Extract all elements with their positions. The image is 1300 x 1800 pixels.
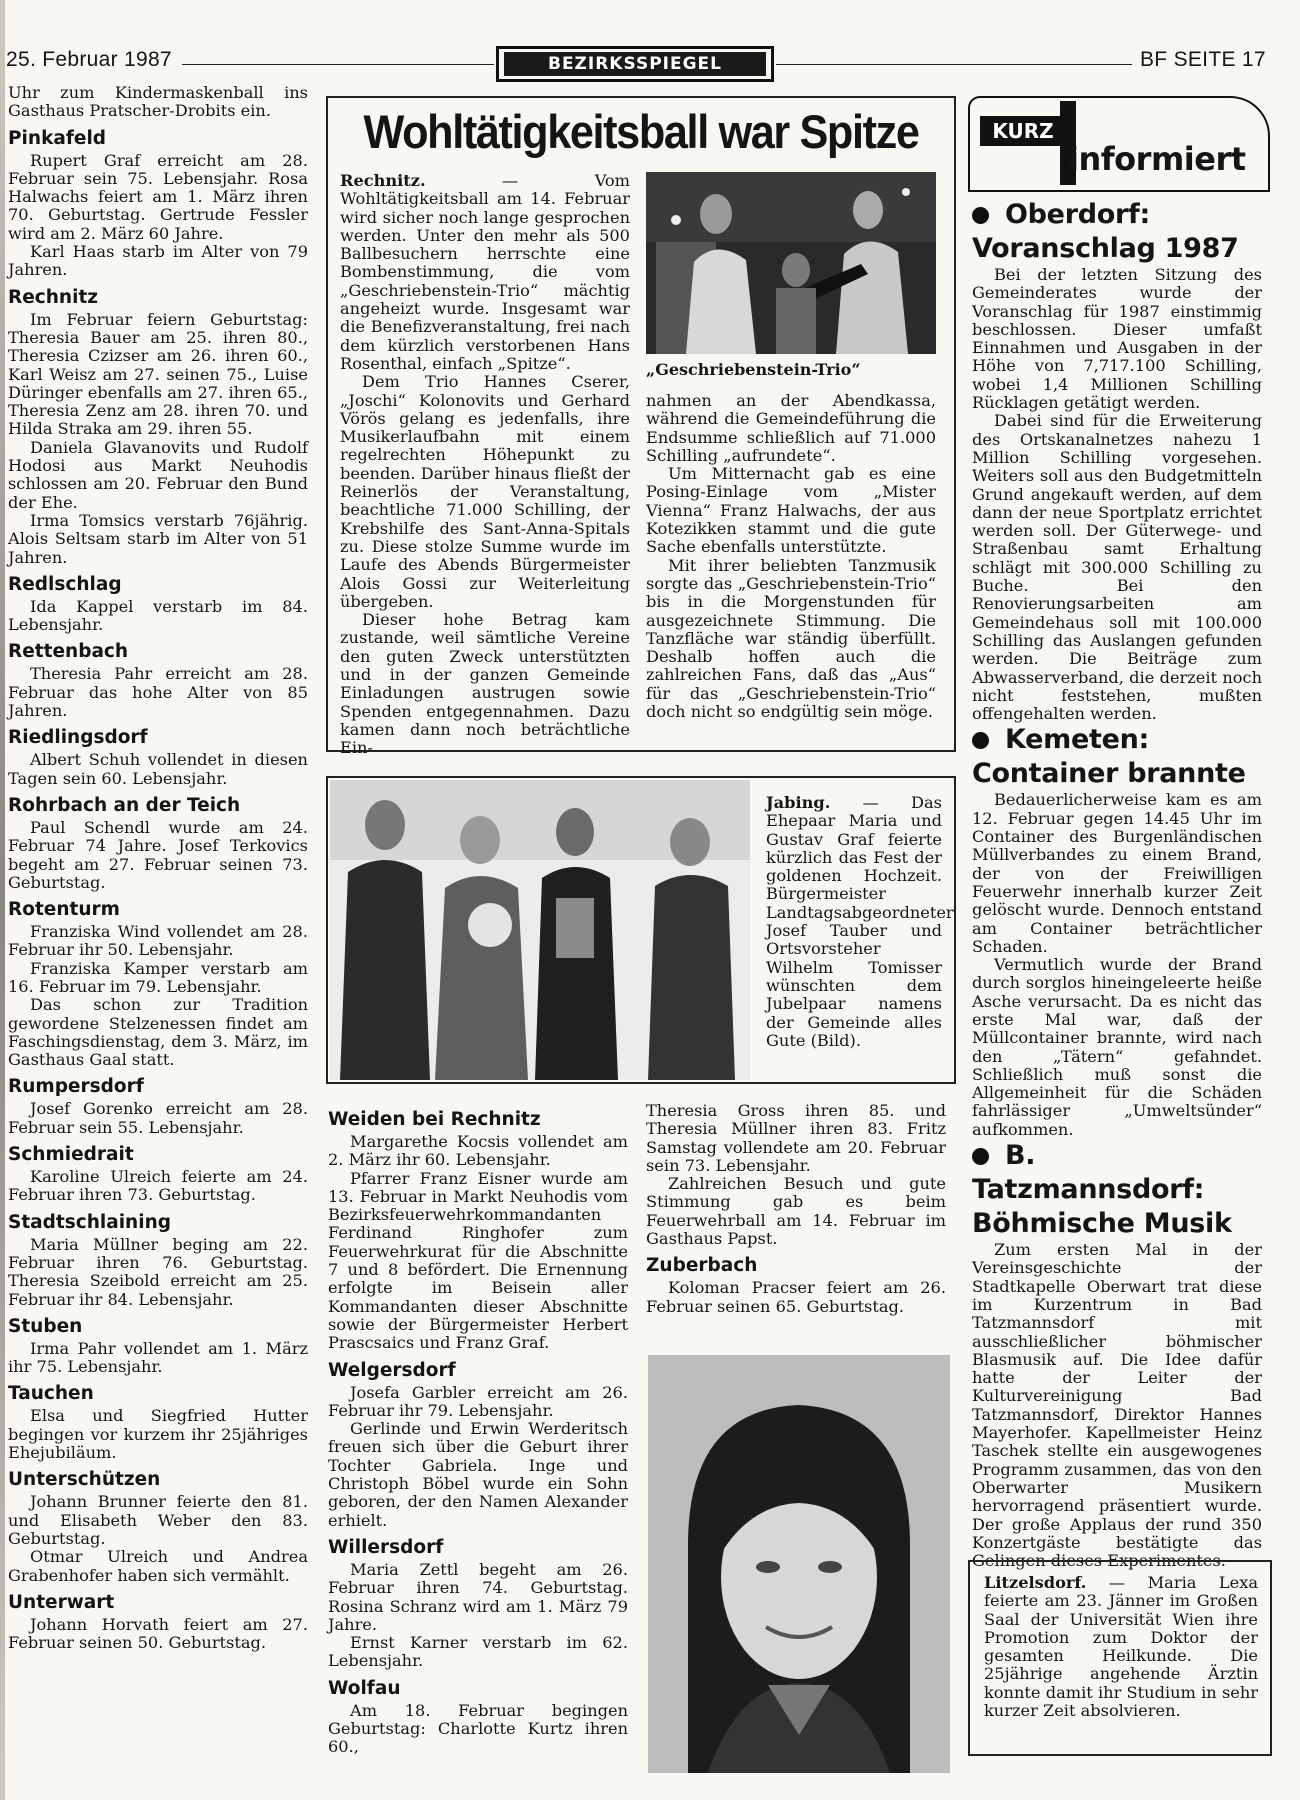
portrait-photo-image <box>648 1355 950 1773</box>
paragraph: Johann Brunner feierte den 81. und Elisabeth Weber den 83. Geburtstag. <box>8 1492 308 1548</box>
couple-photo-image <box>330 780 750 1080</box>
ball-article-col1 <box>340 171 630 758</box>
paragraph: Otmar Ulreich und Andrea Grabenhofer haben sich vermählt. <box>8 1547 308 1585</box>
band-photo-image <box>646 172 936 354</box>
paragraph: Daniela Glavanovits und Rudolf Hodosi aus Markt Neuhodis schlossen am 20. Februar den Bund der Ehe. <box>8 437 308 512</box>
paragraph: Vermutlich wurde der Brand durch sorglos hineingeleerte heiße Asche verursacht. Da es nicht das erste Mal war, daß der Müllcontainer brannte, wird nach den „Tätern“ gefahndet. Schließlich muß sonst die Allgemeinheit für die Schäden fahrlässiger „Umweltsünder“ aufkommen. <box>972 955 1262 1139</box>
bullet-icon <box>972 207 989 224</box>
right-column <box>972 198 1262 1571</box>
paragraph: Um Mitternacht gab es eine Posing-Einlage vom „Mister Vienna“ Franz Halwachs, der aus Kotezikken stammt und die gute Sache ebenfalls unterstützte. <box>646 464 936 557</box>
place-heading: Weiden bei Rechnitz <box>328 1109 541 1130</box>
paragraph: Am 18. Februar begingen Geburtstag: Charlotte Kurtz ihren 60., <box>328 1700 628 1757</box>
place-heading: Riedlingsdorf <box>8 727 148 749</box>
place-heading: Tauchen <box>8 1383 94 1405</box>
paragraph: Albert Schuh vollendet in diesen Tagen sein 60. Lebensjahr. <box>8 750 308 788</box>
kurz-tag: KURZ <box>980 116 1066 146</box>
news-heading-text: Oberdorf: Voranschlag 1987 <box>972 199 1239 264</box>
paragraph: Josef Gorenko erreicht am 28. Februar sein 55. Lebensjahr. <box>8 1099 308 1137</box>
paragraph: Theresia Gross ihren 85. und Theresia Müllner ihren 83. Fritz Samstag vollendete am 20. Februar sein 73. Lebensjahr. <box>646 1101 946 1175</box>
article-headline: Wohltätigkeitsball war Spitze <box>363 105 919 158</box>
paragraph <box>984 1574 1258 1720</box>
paragraph: Zahlreichen Besuch und gute Stimmung gab es beim Feuerwehrball am 14. Februar im Gasthaus Papst. <box>646 1174 946 1249</box>
paragraph: Pfarrer Franz Eisner wurde am 13. Februar in Markt Neuhodis vom Bezirksfeuerwehrkommandanten Ferdinand Ringhofer zum Feuerwehrkurat für die Abschnitte 7 und 8 befördert. Die Ernennung erfolgte im Beisein aller Kommandanten dieser Abschnitte sowie der Bürgermeister Herbert Prascsaics und Franz Graf. <box>328 1168 628 1353</box>
paragraph: Bedauerlicherweise kam es am 12. Februar gegen 14.45 Uhr im Container des Burgenländischen Müllverbandes zu einem Brand, der von der Freiwilligen Feuerwehr innerhalb kurzer Zeit gelöscht wurde. Dennoch entstand am Container beträchtlicher Schaden. <box>972 790 1262 956</box>
news-heading <box>972 198 1262 266</box>
band-photo-caption: „Geschriebenstein-Trio“ <box>646 360 861 379</box>
place-heading: Willersdorf <box>328 1536 444 1558</box>
paragraph: Karoline Ulreich feierte am 24. Februar ihren 73. Geburtstag. <box>8 1167 308 1205</box>
paragraph: Irma Pahr vollendet am 1. März ihr 75. Lebensjahr. <box>8 1338 308 1377</box>
header-rule-left <box>182 64 494 65</box>
place-heading: Unterschützen <box>8 1469 161 1491</box>
place-heading: Stuben <box>8 1315 83 1337</box>
ball-article-col2 <box>646 392 936 742</box>
dateline: Rechnitz. <box>340 171 426 190</box>
bullet-icon <box>972 1148 989 1165</box>
band-photo <box>646 172 936 354</box>
place-heading: Rechnitz <box>8 286 99 308</box>
place-heading: Zuberbach <box>646 1255 758 1277</box>
news-heading-text: Kemeten: Container brannte <box>972 724 1246 790</box>
paragraph: Elsa und Siegfried Hutter begingen vor kurzem ihr 25jähriges Ehejubiläum. <box>8 1406 308 1463</box>
paragraph: Rupert Graf erreicht am 28. Februar sein 75. Lebensjahr. Rosa Halwachs feiert am 1. März ihren 70. Geburtstag. Gertrude Fessler wird am 2. März 60 Jahre. <box>8 150 308 243</box>
paragraph: Dabei sind für die Erweiterung des Ortskanalnetzes nahezu 1 Million Schilling vorgesehen. Weiters soll aus den Budgetmitteln Grund angekauft werden, auf dem dann der neue Sportplatz errichtet werden soll. Der Güterwege- und Straßenbau samt Erhaltung schlägt mit 300.000 Schilling zu Buche. Bei den Renovierungsarbeiten am Gemeindehaus soll mit 100.000 Schilling das Auslangen gefunden werden. Die Beiträge zum Abwasserverband, die derzeit noch nicht feststehen, mußten offengehalten werden. <box>972 411 1262 724</box>
place-heading: Rotenturm <box>8 899 120 921</box>
dateline: Jabing. <box>766 793 831 812</box>
couple-photo <box>330 780 750 1080</box>
paragraph: Koloman Pracser feiert am 26. Februar seinen 65. Geburtstag. <box>646 1278 946 1316</box>
paragraph-text: — Das Ehepaar Maria und Gustav Graf feierte kürzlich das Fest der goldenen Hochzeit. Bürgermeister Landtagsabgeordneter Josef Tauber und Ortsvorsteher Wilhelm Tomisser wünschten dem Jubelpaar namens der Gemeinde alles Gute (Bild). <box>766 793 954 1050</box>
paragraph: Paul Schendl wurde am 24. Februar 74 Jahre. Josef Terkovics begeht am 27. Februar seinen 73. Geburtstag. <box>8 817 308 892</box>
paragraph: Karl Haas starb im Alter von 79 Jahren. <box>8 242 308 280</box>
place-heading: Schmiedrait <box>8 1144 134 1166</box>
paragraph: Gerlinde und Erwin Werderitsch freuen sich über die Geburt ihrer Tochter Gabriela. Inge und Christoph Böbel wurde ein Sohn geboren, der den Namen Alexander erhielt. <box>328 1419 628 1530</box>
place-heading: Unterwart <box>8 1591 115 1613</box>
paragraph: Zum ersten Mal in der Vereinsgeschichte der Stadtkapelle Oberwart trat diese im Kurzentrum in Bad Tatzmannsdorf mit ausschließlicher böhmischer Blasmusik auf. Die Idee dafür hatte der Leiter der Kulturvereinigung Bad Tatzmannsdorf, Direktor Hannes Mayerhofer. Kapellmeister Heinz Taschek stellte ein ausgewogenes Programm zusammen, das von den Oberwarter Musikern hervorragend präsentiert wurde. Der große Applaus der rund 350 Konzertgäste bestätigte das Gelingen dieses Experimentes. <box>972 1240 1262 1571</box>
issue-date: 25. Februar 1987 <box>6 48 172 71</box>
paragraph: Theresia Pahr erreicht am 28. Februar das hohe Alter von 85 Jahren. <box>8 664 308 721</box>
paragraph: Ida Kappel verstarb im 84. Lebensjahr. <box>8 596 308 635</box>
paragraph: Uhr zum Kindermaskenball ins Gasthaus Pratscher-Drobits ein. <box>8 83 308 121</box>
dateline: Litzelsdorf. <box>984 1573 1087 1592</box>
paragraph: nahmen an der Abendkassa, während die Gemeindeführung die Endsumme schließlich auf 71.000 Schilling „aufrundete“. <box>646 391 936 465</box>
litzelsdorf-article-text <box>984 1574 1258 1750</box>
place-heading: Wolfau <box>328 1677 401 1699</box>
paragraph: Margarethe Kocsis vollendet am 2. März ihr 60. Lebensjahr. <box>328 1132 628 1170</box>
place-heading: Rumpersdorf <box>8 1076 144 1098</box>
paragraph: Bei der letzten Sitzung des Gemeinderates wurde der Voranschlag für 1987 einstimmig beschlossen. Dieser umfaßt Einnahmen und Ausgaben in der Höhe von 7,717.100 Schilling, wobei 1,4 Millionen Schilling Rücklagen getätigt werden. <box>972 265 1262 413</box>
place-heading: Rettenbach <box>8 641 129 663</box>
kurz-word: informiert <box>1068 140 1246 178</box>
place-heading: Redlschlag <box>8 573 122 595</box>
place-heading: Pinkafeld <box>8 127 107 149</box>
section-title: BEZIRKSSPIEGEL <box>504 52 766 76</box>
portrait-photo <box>648 1355 950 1773</box>
paragraph: Das schon zur Tradition gewordene Stelzenessen findet am Faschingsdienstag, dem 3. März, im Gasthaus Gaal statt. <box>8 995 308 1070</box>
middle-column-b <box>646 1102 946 1352</box>
paragraph <box>340 172 630 373</box>
section-banner <box>496 46 774 82</box>
place-heading: Welgersdorf <box>328 1359 456 1381</box>
paragraph: Irma Tomsics verstarb 76jährig. Alois Seltsam starb im Alter von 51 Jahren. <box>8 510 308 567</box>
paragraph: Dem Trio Hannes Cserer, „Joschi“ Kolonovits und Gerhard Vörös gelang es jedenfalls, ihre Musikerlaufbahn mit einem regelrechten Höhepunkt zu beenden. Darüber hinaus fließt der Reinerlös der Veranstaltung, beachtliche 71.000 Schilling, der Krebshilfe des Sant-Anna-Spitals zu. Diese stolze Summe wurde im Laufe des Abends Bürgermeister Alois Gossi zur Weiterleitung übergeben. <box>340 372 630 611</box>
paragraph: Mit ihrer beliebten Tanzmusik sorgte das „Geschriebenstein-Trio“ bis in die Morgenstunden für ausgezeichnete Stimmung. Die Tanzfläche war ständig überfüllt. Deshalb hoffen auch die zahlreichen Fans, daß das „Aus“ für das „Geschriebenstein-Trio“ doch nicht so endgültig sein möge. <box>646 555 936 722</box>
news-heading <box>972 1139 1262 1241</box>
paragraph: Franziska Wind vollendet am 28. Februar ihr 50. Lebensjahr. <box>8 922 308 960</box>
news-heading-text: B. Tatzmannsdorf: Böhmische Musik <box>972 1140 1232 1240</box>
paragraph: Im Februar feiern Geburtstag: Theresia Bauer am 25. ihren 80., Theresia Czizser am 26. ihren 60., Karl Weisz am 27. seinen 75., Luise Düringer ebenfalls am 27. ihren 65., Theresia Zenz am 28. ihren 70. und Hilda Straka am 29. ihren 55. <box>8 309 308 439</box>
paragraph: Franziska Kamper verstarb am 16. Februar im 79. Lebensjahr. <box>8 958 308 996</box>
paragraph: Dieser hohe Betrag kam zustande, weil sämtliche Vereine den guten Zweck unterstützten und in der ganzen Gemeinde Einladungen austrugen sowie Spenden entgegennahmen. Dazu kamen dann noch beträchtliche Ein- <box>340 610 630 758</box>
paragraph-text: — Vom Wohltätigkeitsball am 14. Februar wird sicher noch lange gesprochen werden. Unter den mehr als 500 Ballbesuchern herrschte eine Bombenstimmung, die vom „Geschriebenstein-Trio“ mächtig angeheizt wurde. Insgesamt war die Benefizveranstaltung, frei nach dem kürzlich verstorbenen Hans Rosenthal, einfach „Spitze“. <box>340 171 630 373</box>
left-column <box>8 84 308 1784</box>
paragraph: Ernst Karner verstarb im 62. Lebensjahr. <box>328 1633 628 1671</box>
place-heading: Rohrbach an der Teich <box>8 794 241 816</box>
middle-column-a <box>328 1102 628 1782</box>
paragraph: Maria Zettl begeht am 26. Februar ihren 74. Geburtstag. Rosina Schranz wird am 1. März 79 Jahre. <box>328 1559 628 1634</box>
bullet-icon <box>972 732 989 749</box>
page-number: BF SEITE 17 <box>1140 48 1266 71</box>
place-heading: Stadtschlaining <box>8 1211 171 1233</box>
jabing-article-text <box>766 793 954 1074</box>
page-edge <box>0 0 5 1800</box>
news-heading <box>972 723 1262 791</box>
paragraph: Johann Horvath feiert am 27. Februar seinen 50. Geburtstag. <box>8 1614 308 1653</box>
paragraph: Josefa Garbler erreicht am 26. Februar ihr 79. Lebensjahr. <box>328 1382 628 1420</box>
header-rule-right <box>776 64 1132 65</box>
paragraph <box>766 793 954 1050</box>
paragraph: Maria Müllner beging am 22. Februar ihren 76. Geburtstag. Theresia Szeibold erreicht am 25. Februar ihr 84. Lebensjahr. <box>8 1234 308 1309</box>
paragraph-text: — Maria Lexa feierte am 23. Jänner im Großen Saal der Universität Wien ihre Promotion zum Doktor der gesamten Heilkunde. Die 25jährige angehende Ärztin konnte damit ihr Studium in sehr kurzer Zeit absolvieren. <box>984 1573 1258 1721</box>
